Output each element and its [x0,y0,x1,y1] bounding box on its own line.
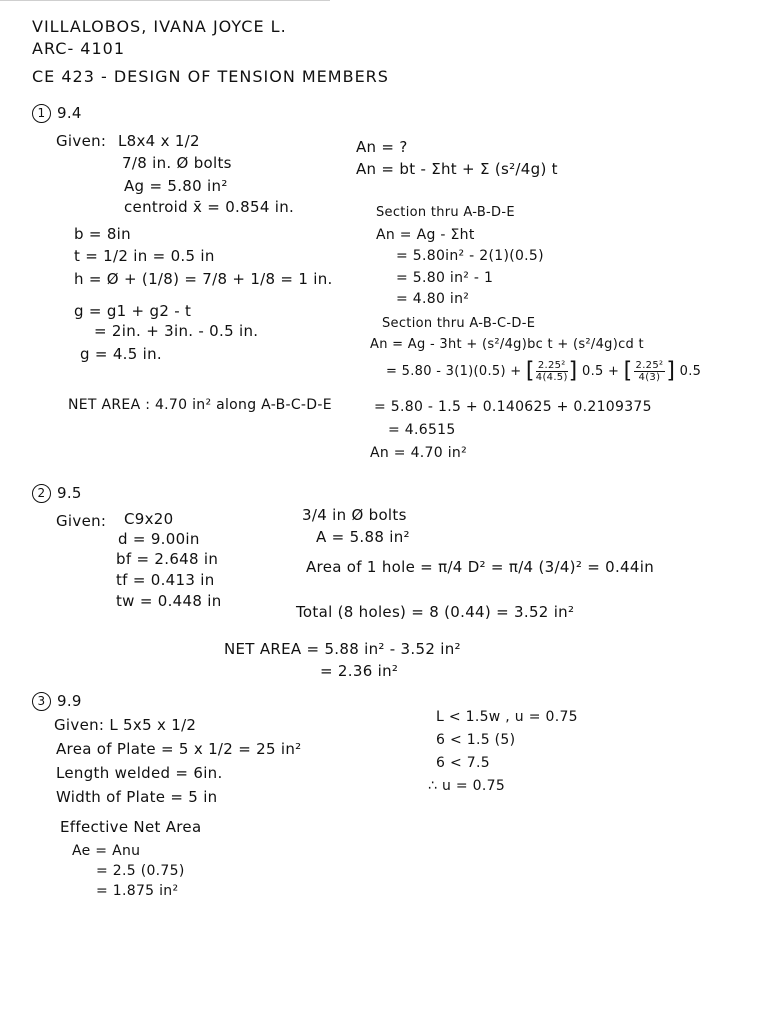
fraction-denominator: 4(4.5) [535,372,568,383]
calc-line: g = g1 + g2 - t [74,302,192,320]
length-welded: Length welded = 6in. [56,764,223,782]
bracket: [ [623,358,633,384]
calc-line: = 4.80 in² [396,291,470,307]
calc-line: 6 < 7.5 [436,755,490,771]
class-code: ARC- 4101 [32,39,126,58]
calc-term: 0.5 + [582,364,620,379]
given-item: tf = 0.413 in [116,571,215,589]
problem-number-circle: 1 [32,104,51,123]
given-label: Given: [56,132,107,150]
fraction-denominator: 4(3) [638,372,661,383]
calc-line: 6 < 1.5 (5) [436,732,516,748]
given-label: Given: [56,512,107,530]
page-top-border [0,0,330,1]
calc-line: = 5.80 - 1.5 + 0.140625 + 0.2109375 [374,399,652,415]
given-item: L8x4 x 1/2 [118,132,200,150]
net-area-question: An = ? [356,138,408,156]
gross-area: A = 5.88 in² [316,528,410,546]
given-item: bf = 2.648 in [116,550,219,568]
calc-line: = 1.875 in² [96,883,179,899]
section-title: Section thru A-B-C-D-E [382,316,536,331]
calc-line: = 4.6515 [388,422,456,438]
problem-3-heading [32,692,82,711]
given-item: Given: L 5x5 x 1/2 [54,716,197,734]
net-area-value: = 2.36 in² [320,662,399,680]
bolt-size: 3/4 in Ø bolts [302,506,407,524]
problem-1-heading [32,104,82,123]
calc-line: An = 4.70 in² [370,445,467,461]
net-area-formula: An = bt - Σht + Σ (s²/4g) t [356,160,558,178]
section-title: Section thru A-B-D-E [376,205,515,220]
problem-number: 9.5 [57,484,82,502]
problem-number: 9.9 [57,692,82,710]
calc-line: g = 4.5 in. [80,345,162,363]
plate-width: Width of Plate = 5 in [56,788,218,806]
fraction [536,360,568,383]
bracket: [ [525,358,535,384]
effective-net-area-title: Effective Net Area [60,818,202,836]
calc-line: L < 1.5w , u = 0.75 [436,709,578,725]
problem-number-circle: 2 [32,484,51,503]
calc-line: An = Ag - Σht [376,227,475,243]
net-area-result: NET AREA : 4.70 in² along A-B-C-D-E [68,397,332,413]
calc-line: = 5.80 in² - 1 [396,270,494,286]
given-item: Ag = 5.80 in² [124,177,228,195]
calc-line: = 2in. + 3in. - 0.5 in. [94,322,259,340]
given-item: tw = 0.448 in [116,592,222,610]
fraction-numerator: 2.25² [635,360,664,371]
calc-term: 0.5 [679,364,702,379]
problem-2-heading [32,484,82,503]
calc-line-fractions [386,360,701,383]
calc-line: = 2.5 (0.75) [96,863,185,879]
fraction [634,360,666,383]
fraction-numerator: 2.25² [537,360,566,371]
calc-line: = 5.80in² - 2(1)(0.5) [396,248,544,264]
bracket: ] [666,358,676,384]
problem-number: 9.4 [57,104,82,122]
calc-line: ∴ u = 0.75 [428,778,506,794]
calc-term: = 5.80 - 3(1)(0.5) + [386,364,522,379]
given-item: centroid x̄ = 0.854 in. [124,198,295,216]
total-hole-area: Total (8 holes) = 8 (0.44) = 3.52 in² [296,603,575,621]
plate-area: Area of Plate = 5 x 1/2 = 25 in² [56,740,302,758]
calc-line: t = 1/2 in = 0.5 in [74,247,215,265]
calc-line: b = 8in [74,225,131,243]
calc-line: h = Ø + (1/8) = 7/8 + 1/8 = 1 in. [74,270,333,288]
problem-number-circle: 3 [32,692,51,711]
given-item: C9x20 [124,510,174,528]
student-name: VILLALOBOS, IVANA JOYCE L. [32,17,287,36]
hole-area: Area of 1 hole = π/4 D² = π/4 (3/4)² = 0.44in [306,558,655,576]
calc-line: Ae = Anu [72,843,141,859]
net-area-result: NET AREA = 5.88 in² - 3.52 in² [224,640,461,658]
bracket: ] [568,358,578,384]
given-item: d = 9.00in [118,530,200,548]
calc-line: An = Ag - 3ht + (s²/4g)bc t + (s²/4g)cd t [370,337,644,352]
given-item: 7/8 in. Ø bolts [122,154,232,172]
course-title: CE 423 - DESIGN OF TENSION MEMBERS [32,67,389,86]
